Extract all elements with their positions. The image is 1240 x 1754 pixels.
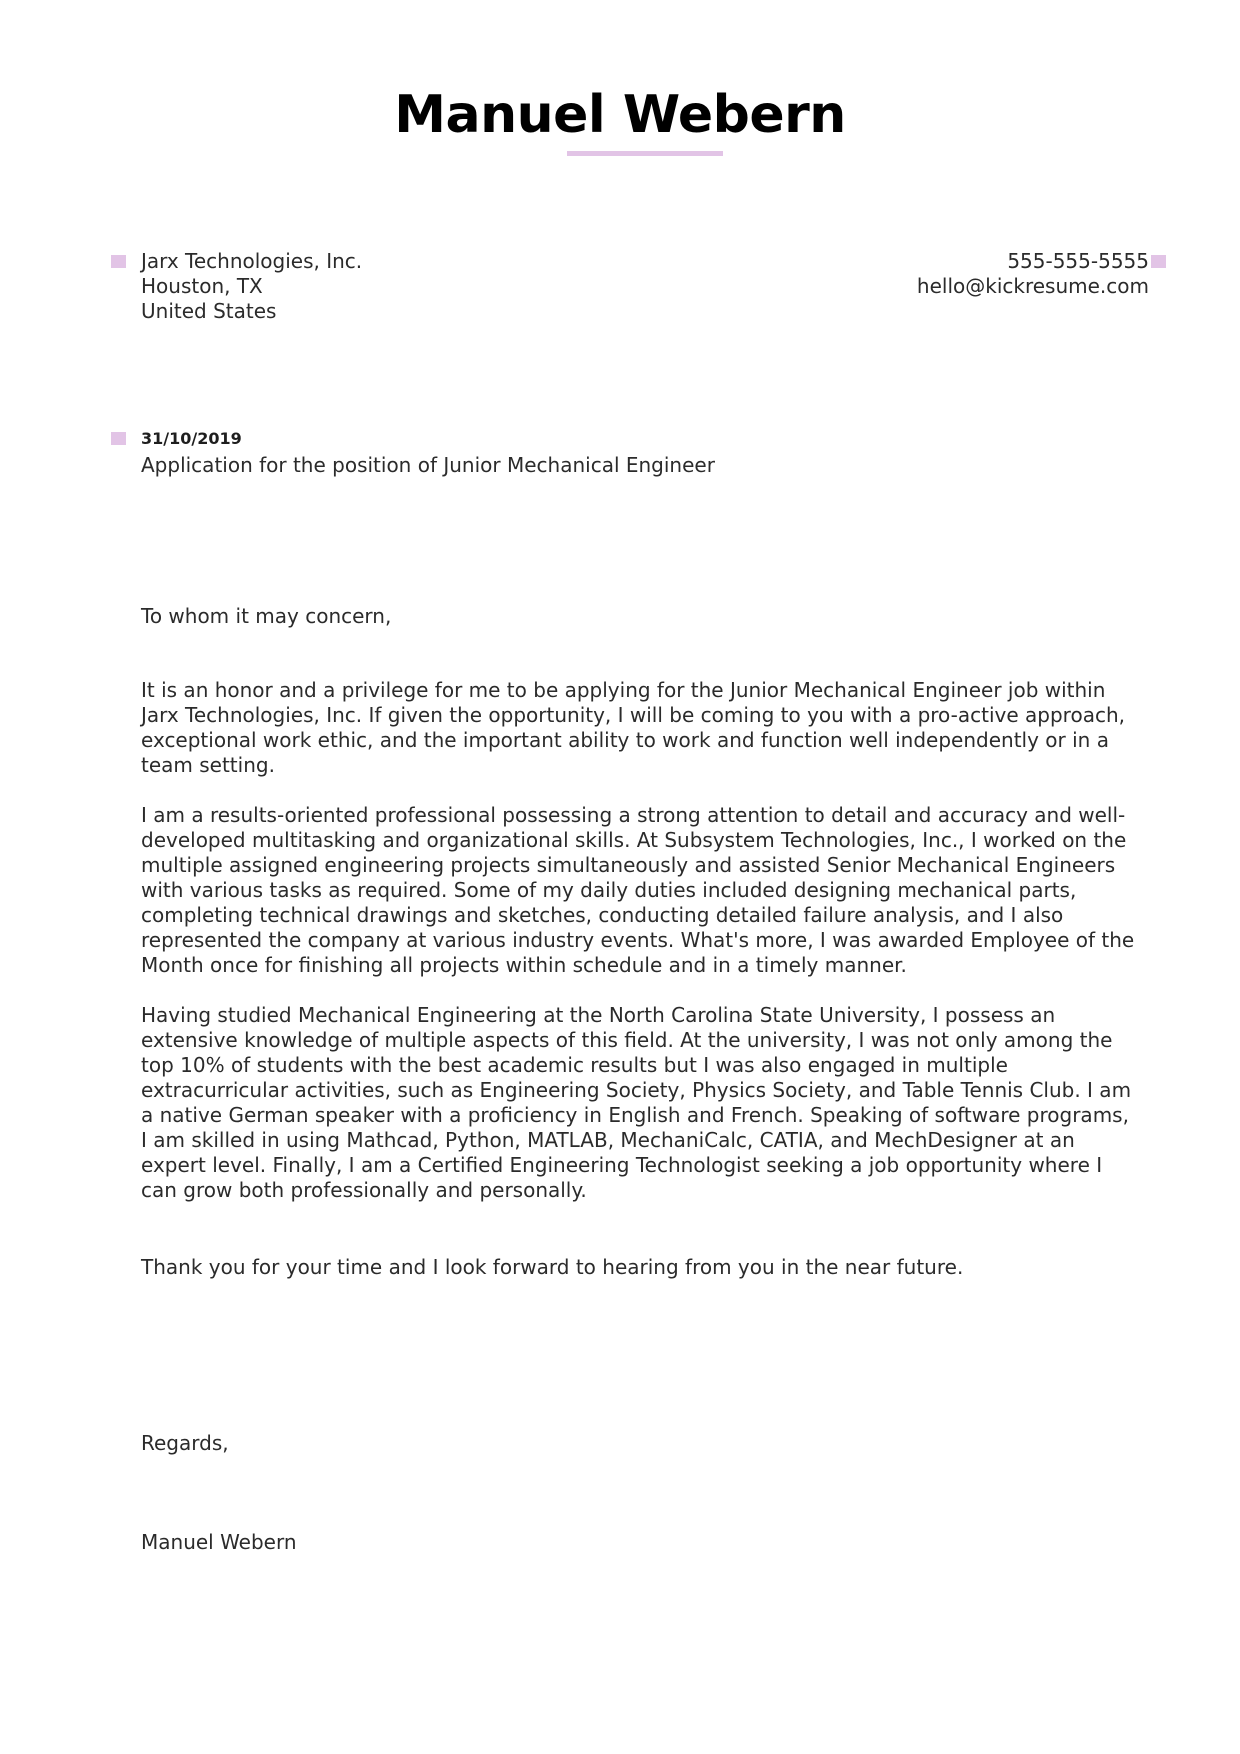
closing-line: Thank you for your time and I look forward to hearing from you in the near future. bbox=[141, 1255, 964, 1279]
recipient-company: Jarx Technologies, Inc. bbox=[141, 249, 363, 273]
signature-name: Manuel Webern bbox=[141, 1530, 297, 1554]
body-paragraph: Having studied Mechanical Engineering at the North Carolina State University, I possess an extensive knowledge of multiple aspects of this field. At the university, I was not only among the top 10% of students with the best academic results but I was also engaged in multiple extracurricular activities, such as Engineering Society, Physics Society, and Table Tennis Club. I am a native German speaker with a proficiency in English and French. Speaking of software programs, I am skilled in using Mathcad, Python, MATLAB, MechaniCalc, CATIA, and MechDesigner at an expert level. Finally, I am a Certified Engineering Technologist seeking a job opportunity where I can grow both professionally and personally. bbox=[141, 1003, 1132, 1202]
recipient-marker-icon bbox=[111, 255, 126, 268]
date-marker-icon bbox=[111, 432, 126, 445]
letter-date: 31/10/2019 bbox=[141, 429, 242, 448]
contact-phone: 555-555-5555 bbox=[1007, 249, 1149, 273]
body-paragraph: It is an honor and a privilege for me to be applying for the Junior Mechanical Engineer job within Jarx Technologies, Inc. If given the opportunity, I will be coming to you with a pro-active approach, exceptional work ethic, and the important ability to work and function well independently or in a team setting. bbox=[141, 678, 1125, 777]
page-title: Manuel Webern bbox=[394, 85, 846, 145]
contact-email: hello@kickresume.com bbox=[916, 274, 1149, 298]
recipient-city: Houston, TX bbox=[141, 274, 263, 298]
letter-greeting: To whom it may concern, bbox=[141, 604, 392, 628]
recipient-address bbox=[141, 249, 362, 324]
letter-subject: Application for the position of Junior Mechanical Engineer bbox=[141, 453, 715, 477]
body-paragraph: I am a results-oriented professional possessing a strong attention to detail and accuracy and well-developed multitasking and organizational skills. At Subsystem Technologies, Inc., I worked on the multiple assigned engineering projects simultaneously and assisted Senior Mechanical Engineers with various tasks as required. Some of my daily duties included designing mechanical parts, completing technical drawings and sketches, conducting detailed failure analysis, and I also represented the company at various industry events. What's more, I was awarded Employee of the Month once for finishing all projects within schedule and in a timely manner. bbox=[141, 803, 1135, 977]
letter-body bbox=[141, 678, 1141, 1203]
sign-off: Regards, bbox=[141, 1431, 229, 1455]
contact-info bbox=[917, 249, 1149, 299]
contact-marker-icon bbox=[1151, 255, 1166, 268]
recipient-country: United States bbox=[141, 299, 277, 323]
title-underline bbox=[567, 151, 723, 156]
